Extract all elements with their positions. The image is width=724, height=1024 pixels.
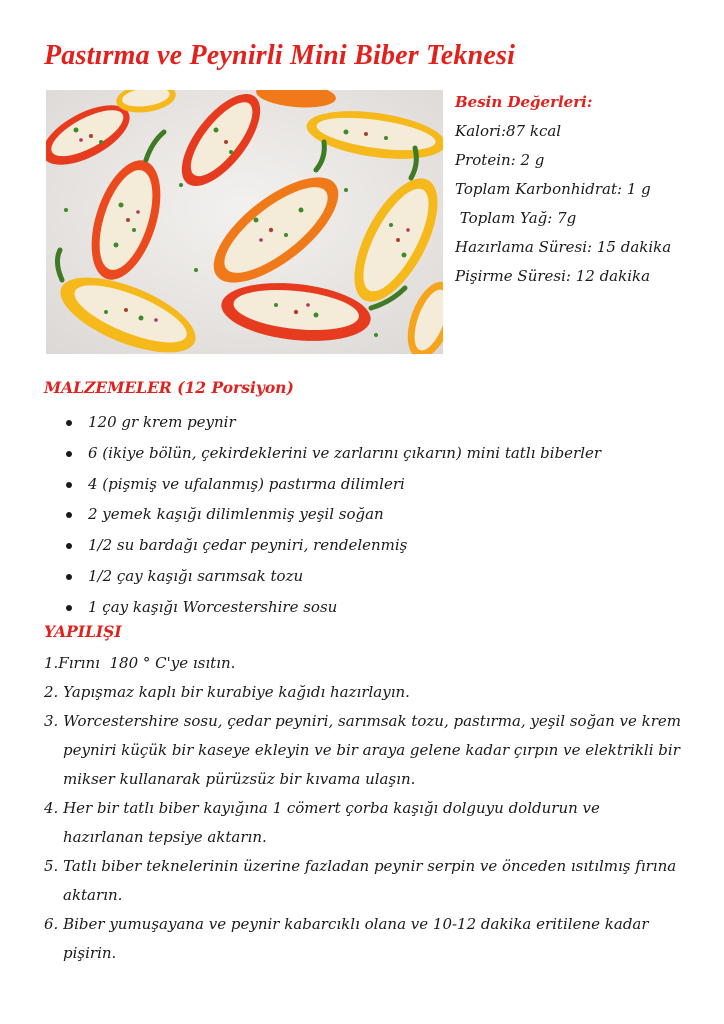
list-item bbox=[66, 407, 601, 438]
bullet-icon bbox=[66, 605, 72, 611]
nutrition-cook-time: Pişirme Süresi: 12 dakika bbox=[455, 267, 651, 285]
ingredient-text: 6 (ikiye bölün, çekirdeklerini ve zarlarını çıkarın) mini tatlı biberler bbox=[88, 443, 602, 462]
bullet-icon bbox=[66, 482, 72, 488]
instructions-heading: YAPILIŞI bbox=[44, 622, 122, 641]
list-item bbox=[66, 561, 601, 592]
instruction-step: 4. Her bir tatlı biber kayığına 1 cömert çorba kaşığı dolguyu doldurun ve hazırlanan tepsiye aktarın. bbox=[44, 799, 600, 846]
bullet-icon bbox=[66, 574, 72, 580]
ingredients-list bbox=[66, 407, 601, 623]
bullet-icon bbox=[66, 420, 72, 426]
nutrition-calories: Kalori:87 kcal bbox=[455, 122, 562, 140]
stuffed-mini-peppers-photo bbox=[46, 90, 443, 354]
instruction-step: 3. Worcestershire sosu, çedar peyniri, sarımsak tozu, pastırma, yeşil soğan ve krem peyniri küçük bir kaseye ekleyin ve bir araya gelene kadar çırpın ve elektrikli bir mikser kullanarak pürüzsüz bir kıvama ulaşın. bbox=[44, 712, 682, 788]
recipe-title: Pastırma ve Peynirli Mini Biber Teknesi bbox=[44, 40, 516, 71]
list-item bbox=[66, 499, 601, 530]
bullet-icon bbox=[66, 512, 72, 518]
instruction-step: 2. Yapışmaz kaplı bir kurabiye kağıdı hazırlayın. bbox=[44, 683, 410, 701]
list-item bbox=[66, 530, 601, 561]
list-item bbox=[66, 438, 601, 469]
ingredient-text: 2 yemek kaşığı dilimlenmiş yeşil soğan bbox=[88, 505, 384, 524]
nutrition-prep-time: Hazırlama Süresi: 15 dakika bbox=[455, 238, 672, 256]
ingredient-text: 1/2 çay kaşığı sarımsak tozu bbox=[88, 566, 304, 585]
recipe-photo bbox=[46, 90, 443, 354]
ingredient-text: 1 çay kaşığı Worcestershire sosu bbox=[88, 597, 338, 616]
bullet-icon bbox=[66, 451, 72, 457]
nutrition-facts bbox=[455, 88, 715, 291]
ingredient-text: 120 gr krem peynir bbox=[88, 413, 236, 431]
nutrition-protein: Protein: 2 g bbox=[455, 151, 545, 169]
ingredient-text: 4 (pişmiş ve ufalanmış) pastırma dilimleri bbox=[88, 474, 405, 493]
instruction-step: 6. Biber yumuşayana ve peynir kabarcıklı olana ve 10-12 dakika eritilene kadar pişirin. bbox=[44, 915, 649, 962]
list-item bbox=[66, 469, 601, 500]
instruction-step: 5. Tatlı biber teknelerinin üzerine fazladan peynir serpin ve önceden ısıtılmış fırına aktarın. bbox=[44, 857, 677, 904]
nutrition-fat: Toplam Yağ: 7g bbox=[455, 209, 577, 227]
list-item bbox=[66, 592, 601, 623]
nutrition-carbohydrate: Toplam Karbonhidrat: 1 g bbox=[455, 180, 651, 198]
instructions-list bbox=[44, 649, 684, 968]
ingredients-heading: MALZEMELER (12 Porsiyon) bbox=[44, 378, 294, 397]
ingredient-text: 1/2 su bardağı çedar peyniri, rendelenmiş bbox=[88, 536, 408, 555]
bullet-icon bbox=[66, 543, 72, 549]
instruction-step: 1.Fırını 180 ° C'ye ısıtın. bbox=[44, 654, 236, 672]
nutrition-heading: Besin Değerleri: bbox=[455, 93, 593, 111]
